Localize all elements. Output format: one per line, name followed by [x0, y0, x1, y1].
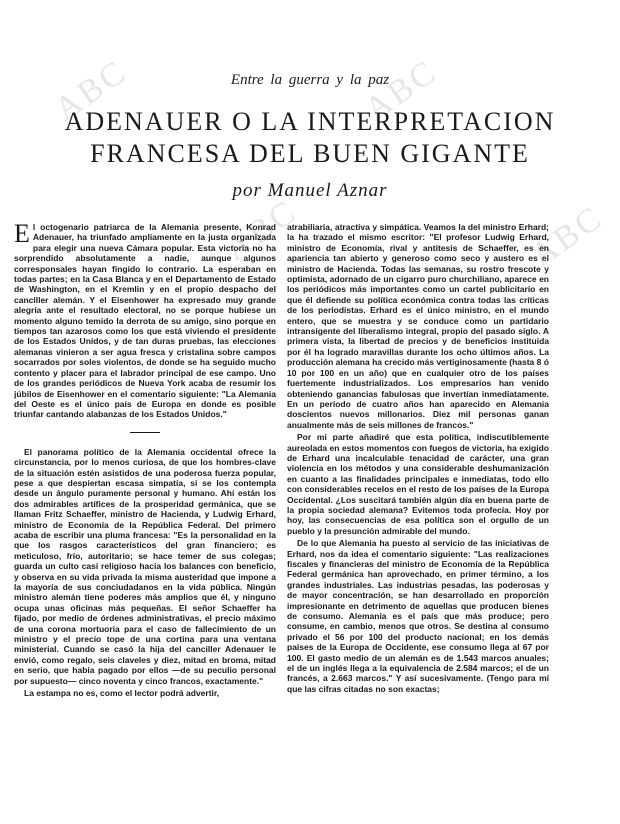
section-kicker: Entre la guerra y la paz [230, 72, 390, 88]
title-line-2: FRANCESA DEL BUEN GIGANTE [90, 139, 530, 168]
title-line-1: ADENAUER O LA INTERPRETACION [64, 107, 556, 136]
byline: por Manuel Aznar [232, 180, 388, 201]
paragraph: El panorama político de la Alemania occidental ofrece la circunstancia, por lo menos curiosa, de que los hombres-clave de la situación estén asistidos de una poderosa fuerza popular, pese a que despiertan escasa simpatía, si se los contempla desde un ángulo puramente personal y humano. Ahí están los dos admirables artífices de la prosperidad germánica, que se llaman Fritz Schaeffer, ministro de Hacienda, y Ludwig Erhard, ministro de Economía de la República Federal. Del primero acaba de escribir una pluma francesa: "Es la personalidad en la que los rasgos característicos del gran financiero; es meticuloso, frío, autoritario; se hace temer de sus colegas; guarda un culto casi religioso hacia los balances con beneficio, y observa en su vida privada la misma austeridad que impone a la mayoría de sus conciudadanos en la vida pública. Ningún ministro alemán tiene poderes más amplios que él, y ninguno ocupa unas oficinas más pequeñas. El señor Schaeffer ha fijado, por medio de órdenes administrativas, el precio máximo de una corona mortuoria para el caso de fallecimiento de un ministro y el precio tope de una cortina para una ventana ministerial. Cuando se casó la hija del canciller Adenauer le envió, como regalo, seis claveles y diez, mitad en broma, mitad en serio, que había pagado por ellos —de su peculio personal por supuesto— cinco noventa y cinco francos, exactamente." [14, 446, 276, 686]
paragraph: El octogenario patriarca de la Alemania presente, Konrad Adenauer, ha triunfado ampliamente en la justa organizada para elegir una nueva Cámara popular. Esta victoria no ha sorprendido absolutamente a nadie, aunque algunos corresponsales hayan fingido lo contrario. La esperaban en todas partes; en la Casa Blanca y en el Departamento de Estado de Washington, en el Kremlin y en el propio despacho del canciller alemán. Y el Eisenhower ha expresado muy grande alegría ante el resultado electoral, no se porque hubiese un momento alguno temido la derrota de su amigo, sino porque en tiempos tan azarosos como los que está viviendo el presidente de los Estados Unidos, y de tan duras pruebas, las elecciones alemanas vinieron a ser agua fresca y cristalina sobre campos socarrados por soles violentos, de donde se ha seguido mucho contento y placer para el labrador principal de ese campo. Uno de los grandes periódicos de Nueva York acaba de resumir los júbilos de Eisenhower en el comentario siguiente: "La Alemania del Oeste es el único país de Europa en donde es posible triunfar cantando alabanzas de los Estados Unidos." [14, 222, 276, 420]
section-divider [130, 432, 160, 433]
watermark-abc: ABC [218, 192, 305, 269]
paragraph: Por mi parte añadiré que esta política, indiscutiblemente aureolada en estos momentos con fuegos de victoria, ha exigido de Erhard una incalculable tenacidad de carácter, una gran violencia en los métodos y una considerable deshumanización en cuanto a las finalidades principales e inmediatas, todo ello con considerables recelos en el resto de los países de la Europa Occidental. ¿Los suscitará también algún día en buena parte de la propia sociedad alemana? Evitemos toda profecía. Hoy por hoy, las consecuencias de esa política son el orgullo de un pueblo y la presunción admirable del mundo. [287, 432, 549, 536]
watermark-abc: ABC [48, 52, 135, 129]
paragraph: De lo que Alemania ha puesto al servicio de las iniciativas de Erhard, nos da idea el comentario siguiente: "Las realizaciones fiscales y financieras del ministro de Economía de la República Federal germánica han aprovechado, en primer término, a los grandes industriales. Las industrias pesadas, las poderosas y de mayor concentración, se han desarrollado en proporción impresionante en detrimento de aquellas que producen bienes de consumo. Alemania es el país que más produce; pero consume, en cambio, menos que otros. Se destina al consumo privado el 56 por 100 del producto nacional; en los demás países de la Europa de Occidente, ese consumo llega al 67 por 100. El gasto medio de un alemán es de 1.543 marcos anuales; el de un inglés llega a la equivalencia de 2.584 marcos; el de un francés, a 2.663 marcos." Y así sucesivamente. (Tengo para mí que las cifras citadas no son exactas; [287, 538, 549, 694]
article-title [0, 106, 620, 170]
paragraph: atrabiliaria, atractiva y simpática. Veamos la del ministro Erhard; la ha trazado el mismo escritor: "El profesor Ludwig Erhard, ministro de Economía, rival y antitesis de Schaeffer, es en apariencia tan abierto y generoso como seco y austero es el ministro de Hacienda. Todas las semanas, su rostro frescote y optimista, adornado de un cigarro puro churchiliano, aparece en los periódicos más importantes como un cartel publicitario en que él defiende su política económica contra todas las críticas de los periodistas. Erhard es el único ministro, en el mundo entero, que se muestra y se conduce como un partidario intransigente del liberalismo integral, propio del pasado siglo. A primera vista, la libertad de precios y de beneficios instituida por él ha logrado maravillas durante los ocho últimos años. La producción alemana ha crecido más vertiginosamente (hasta 8 ó 10 por 100 en un año) que en cualquier otro de los países fuertemente industrializados. Los empresarios han venido obteniendo ganancias fabulosas que invertían inmediatamente. En un período de cuatro años han aparecido en Alemania doscientos nuevos millonarios. Diez mil personas ganan anualmente más de seis millones de francos." [287, 222, 549, 430]
right-column [287, 222, 549, 822]
watermark-abc: ABC [524, 198, 611, 275]
left-column [14, 222, 276, 822]
paragraph: La estampa no es, como el lector podrá advertir, [24, 688, 220, 699]
watermark-abc: ABC [358, 52, 445, 129]
